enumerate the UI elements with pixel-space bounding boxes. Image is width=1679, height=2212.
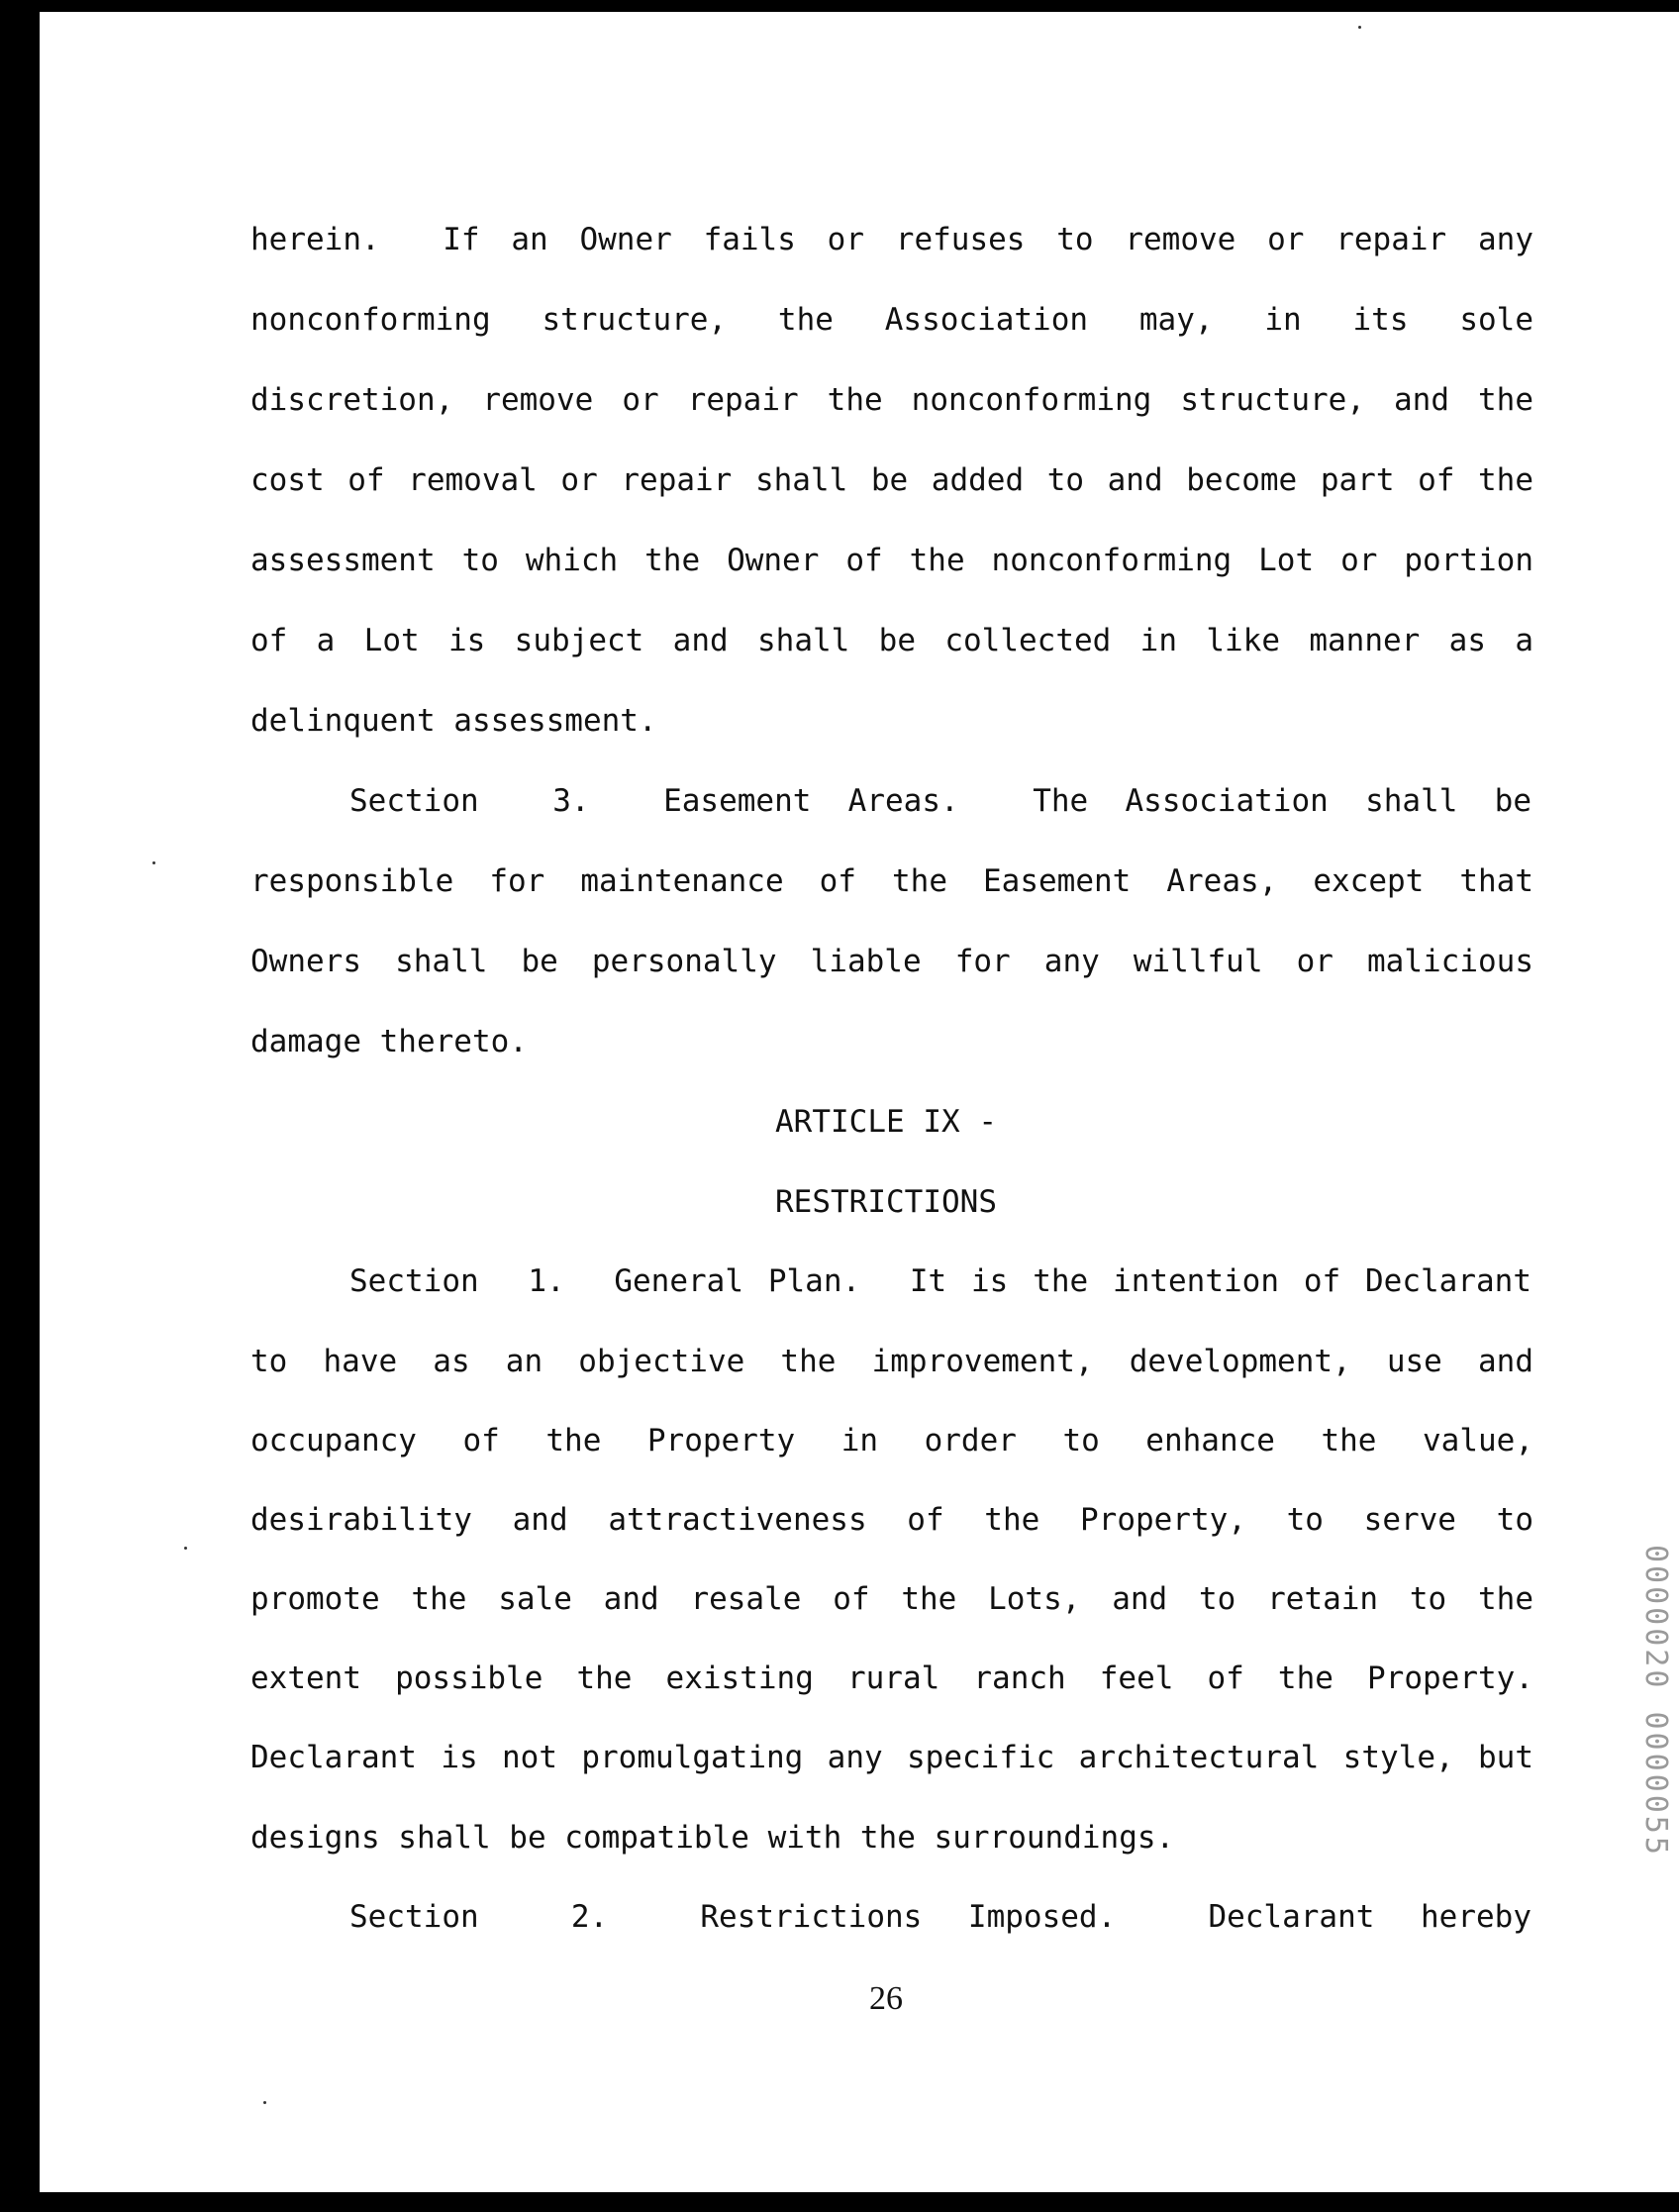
paragraph-line: nonconforming structure, the Association may, in its sole [250,302,1533,338]
paragraph-line: delinquent assessment. [250,703,657,739]
paragraph-line: damage thereto. [250,1024,528,1059]
paragraph-line: extent possible the existing rural ranch feel of the Property. [250,1660,1533,1696]
scan-speck [152,861,155,864]
scan-speck [184,1547,187,1550]
paragraph-line: occupancy of the Property in order to enhance the value, [250,1423,1533,1458]
article-heading: ARTICLE IX - [775,1104,997,1140]
paragraph-line: responsible for maintenance of the Easement Areas, except that [250,863,1533,899]
section-1-heading-line: Section 1. General Plan. It is the intention of Declarant [349,1263,1531,1299]
scan-speck [1358,26,1361,29]
paragraph-line: herein. If an Owner fails or refuses to remove or repair any [250,222,1533,257]
paragraph-line: cost of removal or repair shall be added to and become part of the [250,462,1533,498]
page-number: 26 [869,1980,903,2017]
paragraph-line: discretion, remove or repair the nonconforming structure, and the [250,382,1533,418]
section-3-heading-line: Section 3. Easement Areas. The Association shall be [349,783,1531,819]
article-title: RESTRICTIONS [775,1184,997,1220]
paragraph-line: designs shall be compatible with the surroundings. [250,1820,1175,1856]
paragraph-line: Declarant is not promulgating any specific architectural style, but [250,1740,1533,1775]
paragraph-line: desirability and attractiveness of the Property, to serve to [250,1502,1533,1538]
paragraph-line: promote the sale and resale of the Lots, and to retain to the [250,1581,1533,1617]
bates-stamp: 0000020 0000055 [1638,1545,1673,1858]
section-2-heading-line: Section 2. Restrictions Imposed. Declarant hereby [349,1899,1531,1935]
paragraph-line: to have as an objective the improvement, development, use and [250,1344,1533,1379]
paragraph-line: of a Lot is subject and shall be collected in like manner as a [250,623,1533,658]
paragraph-line: assessment to which the Owner of the nonconforming Lot or portion [250,543,1533,578]
scan-speck [263,2101,266,2104]
paragraph-line: Owners shall be personally liable for any willful or malicious [250,944,1533,979]
